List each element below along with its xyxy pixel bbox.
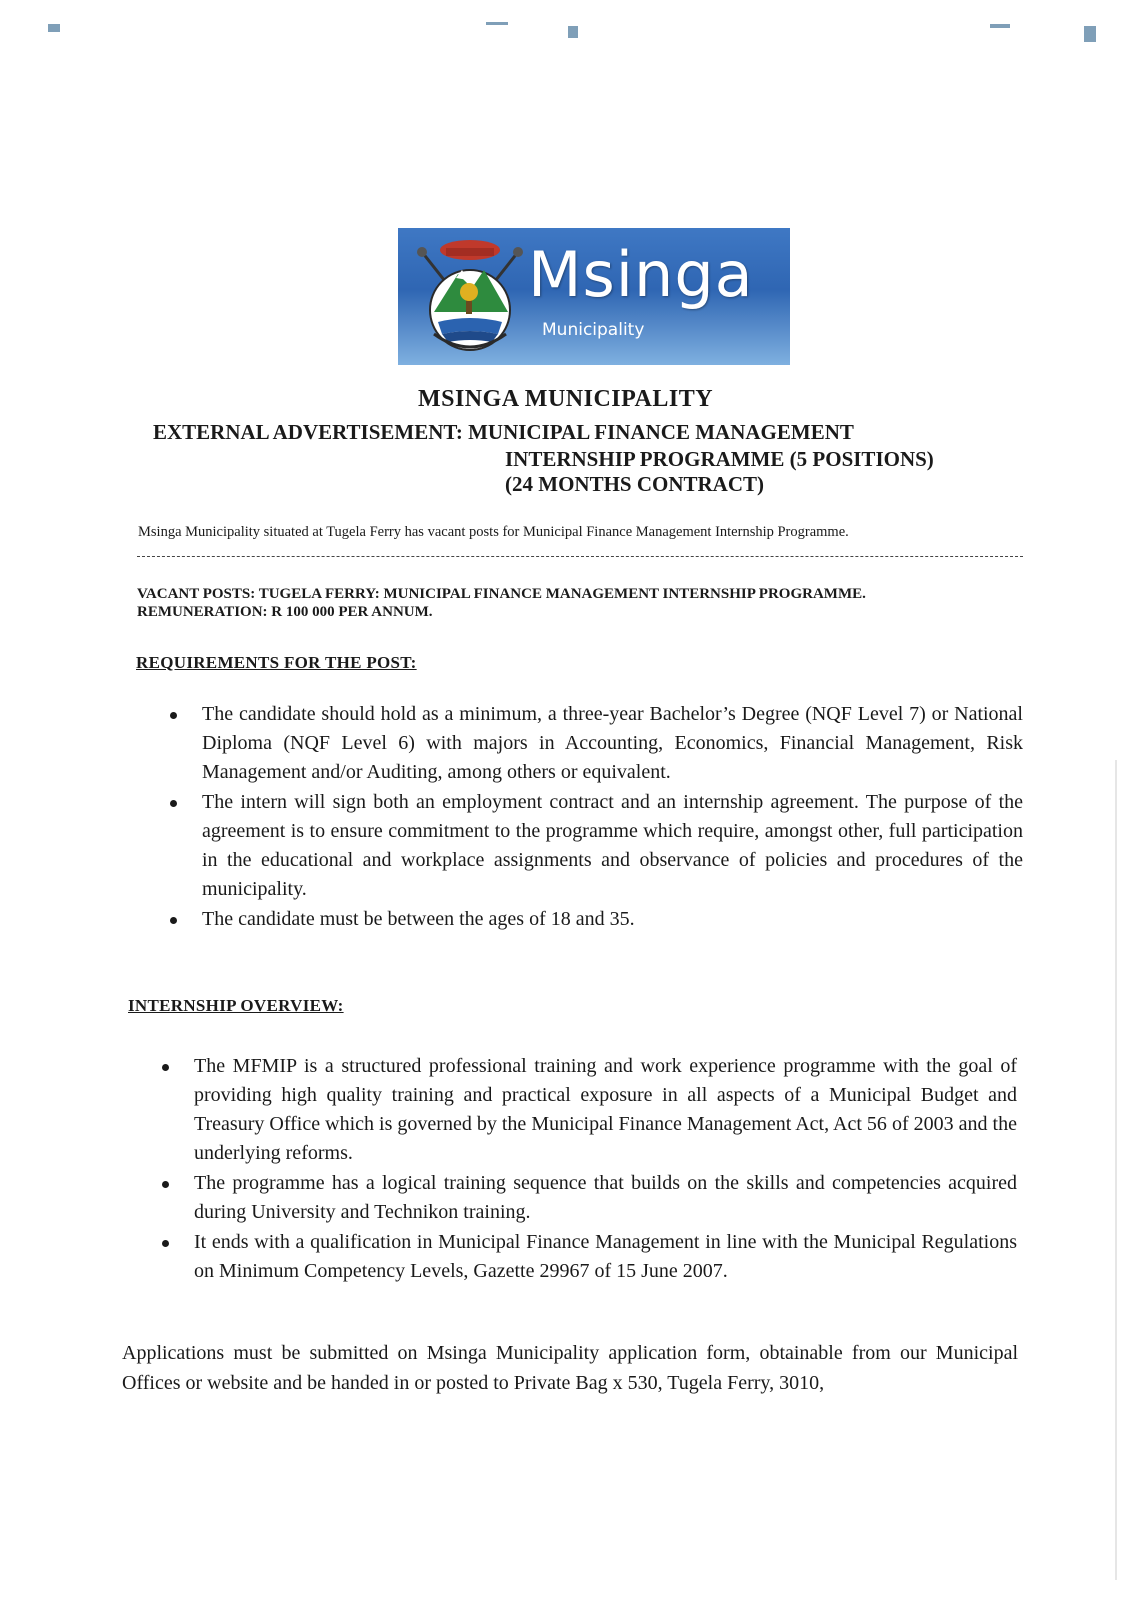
list-item: The candidate should hold as a minimum, a three-year Bachelor’s Degree (NQF Level 7) or National Diploma (NQF Level 6) with majors in Accounting, Economics, Financial Management, Risk Management and/or Auditing, among others or equivalent. — [168, 700, 1023, 787]
advert-title-line-3: (24 MONTHS CONTRACT) — [505, 472, 765, 496]
municipality-logo — [398, 228, 790, 365]
scan-mark — [1084, 26, 1096, 42]
logo-wordmark: Msinga — [528, 238, 754, 311]
dashed-divider — [137, 556, 1023, 557]
list-item: It ends with a qualification in Municipal Finance Management in line with the Municipal Regulations on Minimum Competency Levels, Gazette 29967 of 15 June 2007. — [160, 1228, 1017, 1286]
applications-paragraph: Applications must be submitted on Msinga Municipality application form, obtainable from our Municipal Offices or website and be handed in or posted to Private Bag x 530, Tugela Ferry, 3010, — [122, 1342, 1018, 1394]
advert-title-line-1: EXTERNAL ADVERTISEMENT: MUNICIPAL FINANCE MANAGEMENT — [153, 420, 854, 444]
list-item: The candidate must be between the ages of 18 and 35. — [168, 905, 1023, 934]
remuneration-line: REMUNERATION: R 100 000 PER ANNUM. — [137, 604, 433, 620]
list-item: The intern will sign both an employment contract and an internship agreement. The purpose of the agreement is to ensure commitment to the programme which require, amongst other, full participation in the educational and workplace assignments and observance of policies and procedures of the municipality. — [168, 788, 1023, 904]
scan-mark — [990, 24, 1010, 28]
overview-heading: INTERNSHIP OVERVIEW: — [128, 996, 344, 1015]
page-title: MSINGA MUNICIPALITY — [417, 386, 714, 412]
scan-mark — [486, 22, 508, 25]
list-item: The programme has a logical training sequence that builds on the skills and competencies acquired during University and Technikon training. — [160, 1169, 1017, 1227]
intro-text: Msinga Municipality situated at Tugela Ferry has vacant posts for Municipal Finance Management Internship Programme. — [138, 524, 849, 540]
scan-mark — [48, 24, 60, 32]
crest-icon — [412, 230, 524, 362]
vacant-posts-block — [137, 585, 1037, 621]
vacant-posts-line: VACANT POSTS: TUGELA FERRY: MUNICIPAL FINANCE MANAGEMENT INTERNSHIP PROGRAMME. — [137, 586, 866, 602]
scan-mark — [568, 26, 578, 38]
list-item: The MFMIP is a structured professional training and work experience programme with the goal of providing high quality training and practical exposure in all aspects of a Municipal Budget and Treasury Office which is governed by the Municipal Finance Management Act, Act 56 of 2003 and the underlying reforms. — [160, 1052, 1017, 1168]
requirements-list — [168, 700, 1023, 935]
logo-subtitle: Municipality — [542, 320, 645, 340]
requirements-heading: REQUIREMENTS FOR THE POST: — [136, 653, 417, 672]
scan-edge-line — [1115, 760, 1117, 1580]
overview-list — [160, 1052, 1017, 1287]
advert-title-line-2: INTERNSHIP PROGRAMME (5 POSITIONS) — [505, 447, 934, 471]
